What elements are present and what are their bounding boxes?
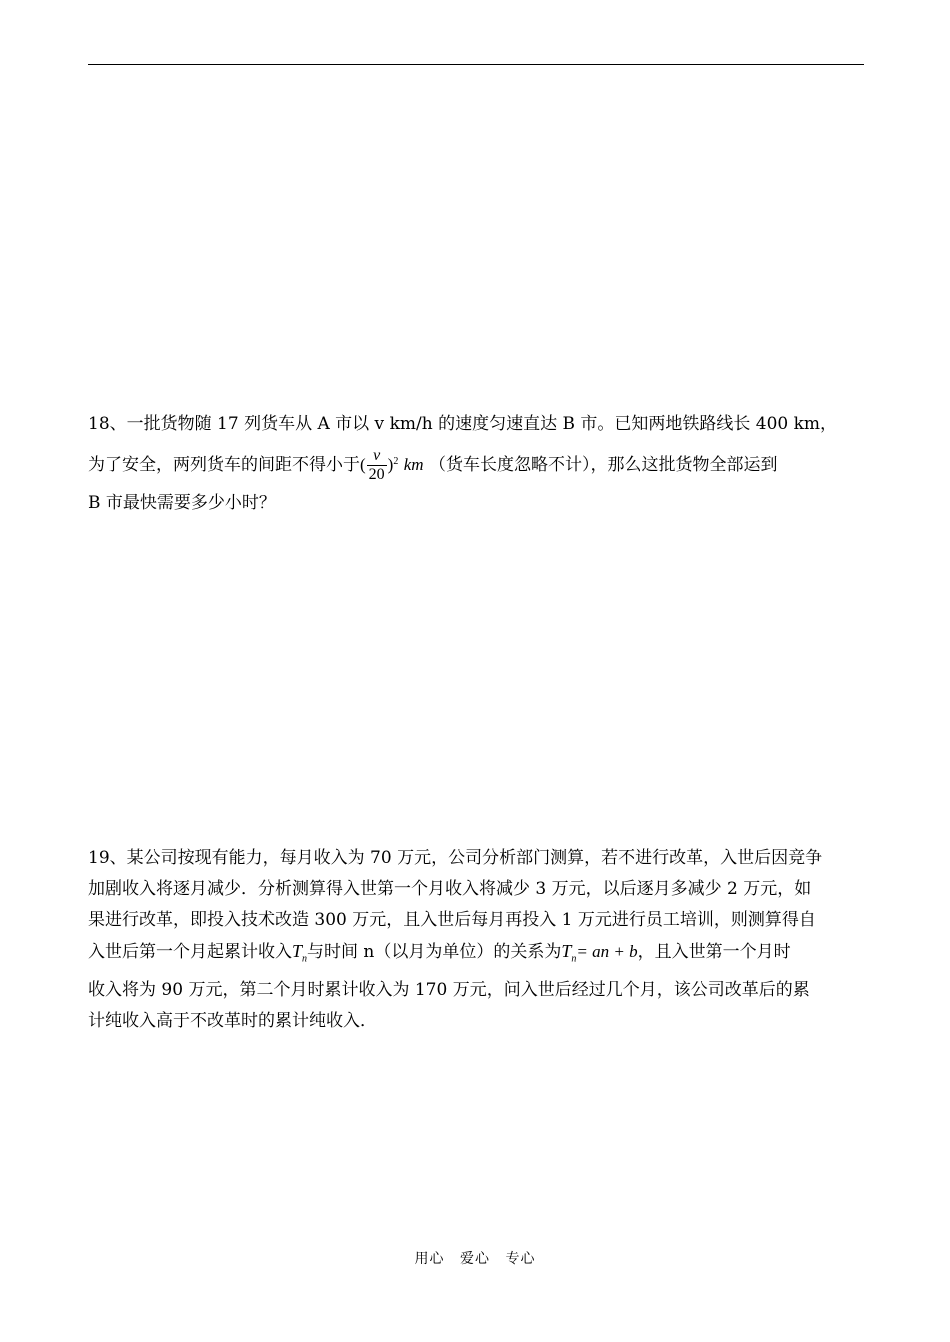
problem-19-line-1: 19、某公司按现有能力，每月收入为 70 万元，公司分析部门测算，若不进行改革，入世后因竞争 (88, 848, 823, 868)
footer-item-1: 用心 (414, 1251, 445, 1267)
problem-19-text-c: ，且入世第一个月时 (637, 942, 791, 962)
problem-19-line-3: 果进行改革，即投入技术改造 300 万元，且入世后每月再投入 1 万元进行员工培训，则测算得自 (88, 910, 816, 930)
problem-19-line-2: 加剧收入将逐月减少．分析测算得入世第一个月收入将减少 3 万元，以后逐月多减少 2 万元，如 (88, 879, 812, 899)
footer-item-2: 爱心 (460, 1251, 490, 1267)
fraction-denominator: 20 (368, 466, 385, 483)
problem-19 (88, 843, 864, 1037)
subscript-n: n (302, 953, 308, 965)
subscript-n-formula: n (571, 953, 577, 965)
problem-18 (88, 405, 864, 522)
header-rule (88, 64, 864, 65)
symbol-T-formula: T (561, 941, 572, 961)
problem-18-line-2 (88, 443, 864, 484)
problem-18-text-before: 为了安全，两列货车的间距不得小于 (88, 455, 360, 475)
open-paren: ( (360, 455, 366, 474)
close-paren: ) (387, 455, 394, 474)
problem-18-line-1: 18、一批货物随 17 列货车从 A 市以 v km/h 的速度匀速直达 B 市。已知两地铁路线长 400 km， (88, 414, 838, 434)
problem-19-text-a: 入世后第一个月起累计收入 (88, 942, 292, 962)
problem-19-text-b: 与时间 n（以月为单位）的关系为 (307, 942, 562, 962)
problem-19-line-5: 收入将为 90 万元，第二个月时累计收入为 170 万元，问入世后经过几个月，该公司改革后的累 (88, 979, 810, 1000)
symbol-T-n (292, 941, 308, 965)
footer-item-3: 专心 (505, 1251, 536, 1267)
exponent: 2 (393, 456, 399, 467)
problem-18-line-3: B 市最快需要多少小时？ (88, 493, 276, 513)
problem-18-text-after: （货车长度忽略不计），那么这批货物全部运到 (428, 455, 778, 475)
symbol-T-n-formula (561, 941, 577, 965)
problem-19-line-4 (88, 936, 864, 975)
symbol-T: T (292, 941, 303, 961)
page-footer (0, 1248, 950, 1268)
formula-rhs: = an + b (576, 942, 638, 961)
fraction-v-over-20 (367, 447, 387, 484)
unit-km: km (403, 455, 424, 474)
problem-19-line-6: 计纯收入高于不改革时的累计纯收入． (88, 1010, 377, 1031)
fraction-numerator: v (373, 447, 381, 464)
